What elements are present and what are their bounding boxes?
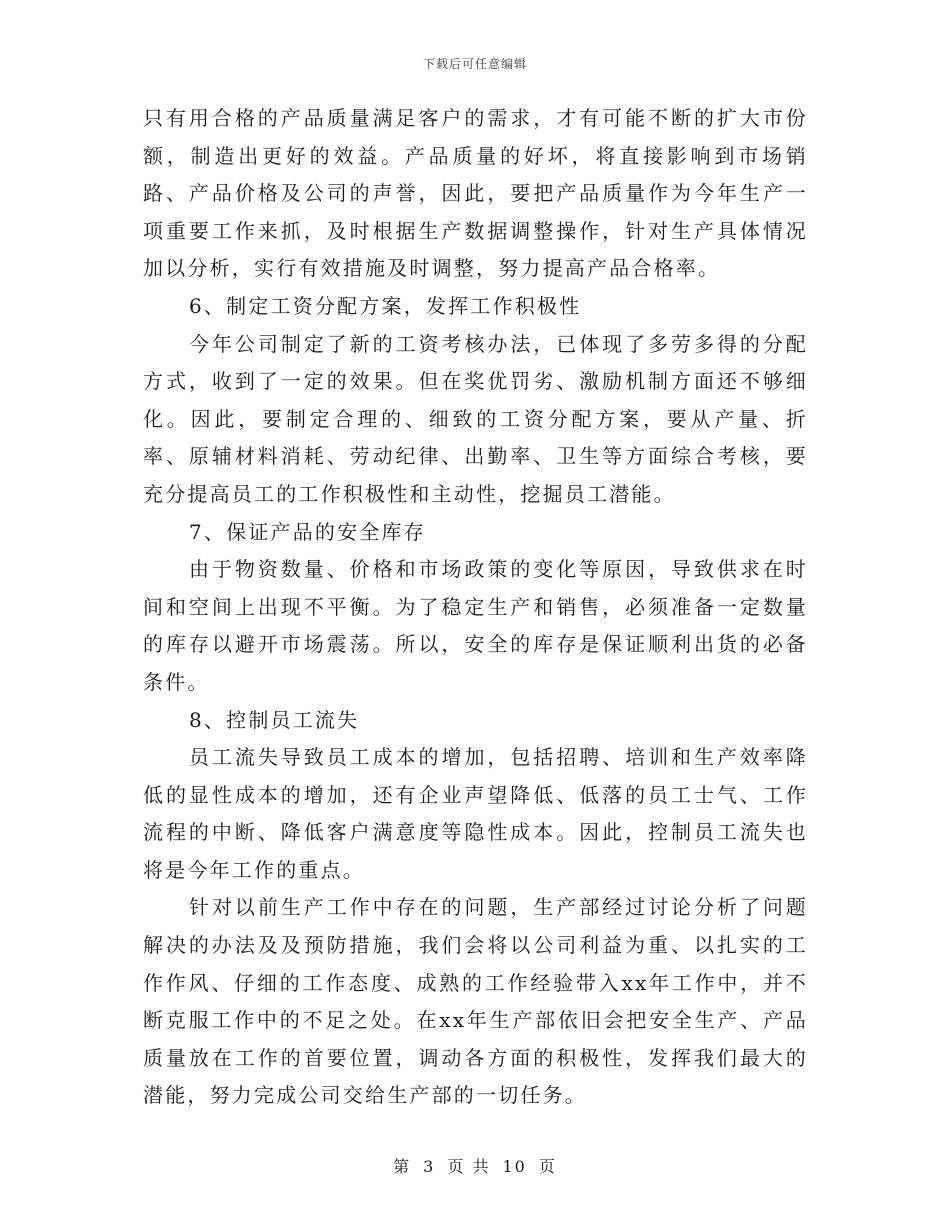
paragraph-continuation: 只有用合格的产品质量满足客户的需求，才有可能不断的扩大市份额，制造出更好的效益。产品质量的好坏，将直接影响到市场销路、产品价格及公司的声誉，因此，要把产品质量作为今年生产一项重要工作来抓，及时根据生产数据调整操作，针对生产具体情况加以分析，实行有效措施及时调整，努力提高产品合格率。	[143, 106, 808, 281]
footer-prefix: 第	[393, 1157, 412, 1176]
paragraph-salary: 今年公司制定了新的工资考核办法，已体现了多劳多得的分配方式，收到了一定的效果。但在奖优罚劣、激励机制方面还不够细化。因此，要制定合理的、细致的工资分配方案，要从产量、折率、原辅材料消耗、劳动纪律、出勤率、卫生等方面综合考核，要充分提高员工的工作积极性和主动性，挖掘员工潜能。	[143, 331, 808, 506]
page-footer	[0, 1154, 950, 1177]
paragraph-turnover: 员工流失导致员工成本的增加，包括招聘、培训和生产效率降低的显性成本的增加，还有企业声望降低、低落的员工士气、工作流程的中断、降低客户满意度等隐性成本。因此，控制员工流失也将是今年工作的重点。	[143, 745, 808, 882]
footer-total-pages: 10	[502, 1157, 527, 1176]
paragraph-inventory: 由于物资数量、价格和市场政策的变化等原因，导致供求在时间和空间上出现不平衡。为了稳定生产和销售，必须准备一定数量的库存以避开市场震荡。所以，安全的库存是保证顺利出货的必备条件。	[143, 557, 808, 694]
footer-suffix: 页	[538, 1157, 557, 1176]
paragraph-conclusion: 针对以前生产工作中存在的问题，生产部经过讨论分析了问题解决的办法及及预防措施，我们会将以公司利益为重、以扎实的工作作风、仔细的工作态度、成熟的工作经验带入xx年工作中，并不断克服工作中的不足之处。在xx年生产部依旧会把安全生产、产品质量放在工作的首要位置，调动各方面的积极性，发挥我们最大的潜能，努力完成公司交给生产部的一切任务。	[143, 895, 808, 1108]
footer-middle: 页 共	[447, 1157, 491, 1176]
header-note: 下载后可任意编辑	[422, 57, 527, 71]
section-heading-8: 8、控制员工流失	[189, 707, 360, 732]
section-heading-7: 7、保证产品的安全库存	[189, 519, 426, 544]
document-body	[143, 100, 808, 1115]
footer-page-number: 3	[423, 1157, 436, 1176]
section-heading-6: 6、制定工资分配方案，发挥工作积极性	[189, 293, 582, 318]
